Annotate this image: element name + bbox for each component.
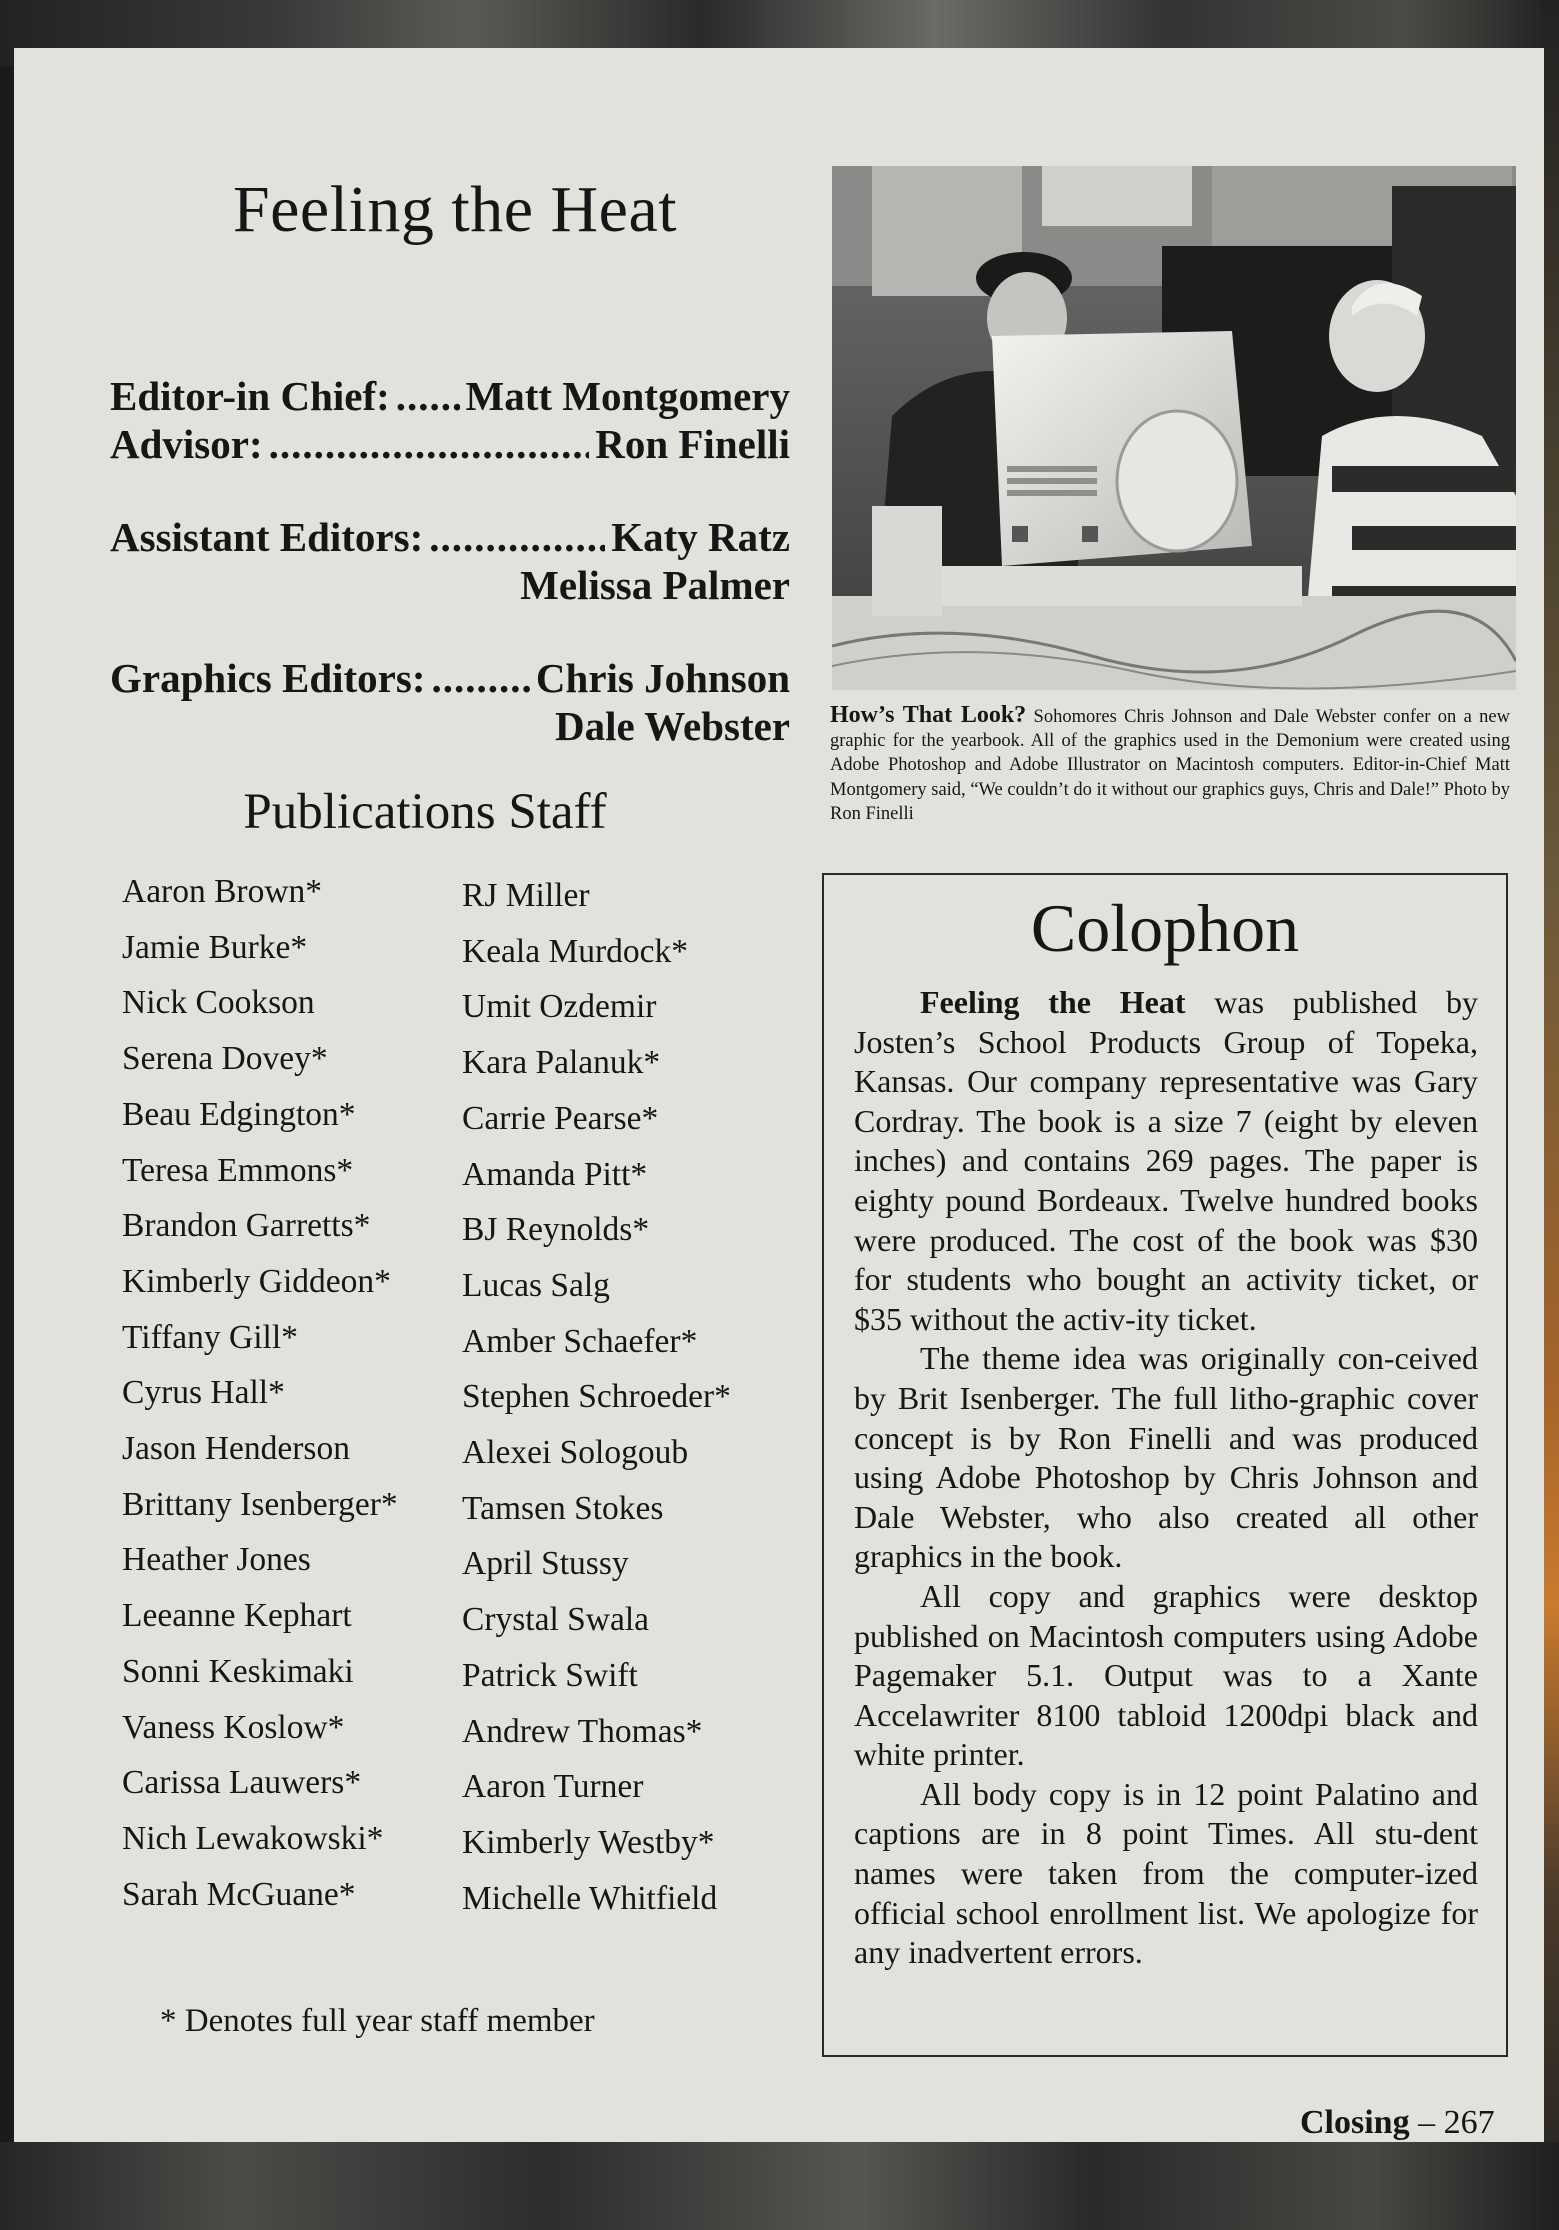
staff-name: Jason Henderson <box>122 1430 350 1468</box>
leader-dots <box>429 513 605 561</box>
photo-illustration <box>832 166 1516 690</box>
caption-lead: How’s That Look? <box>830 702 1027 728</box>
folio-page-number: 267 <box>1443 2104 1495 2141</box>
credit-graphics <box>110 654 790 702</box>
staff-name: Andrew Thomas* <box>462 1712 703 1750</box>
staff-photo <box>832 166 1516 690</box>
staff-name: Alexei Sologoub <box>462 1434 689 1472</box>
staff-name: Stephen Schroeder* <box>462 1378 731 1416</box>
assistant-label: Assistant Editors: <box>110 514 424 560</box>
staff-name: Vaness Koslow* <box>122 1708 345 1746</box>
staff-name: Kimberly Westby* <box>462 1823 715 1861</box>
graphics-name-1: Chris Johnson <box>535 655 790 701</box>
folio-separator: – <box>1409 2104 1444 2141</box>
photo-caption <box>830 703 1510 826</box>
credits-graphics <box>110 654 790 750</box>
staff-name: Beau Edgington* <box>122 1095 356 1133</box>
staff-name: Brandon Garretts* <box>122 1207 371 1245</box>
staff-name: Brittany Isenberger* <box>122 1485 398 1523</box>
staff-name: Michelle Whitfield <box>462 1879 718 1917</box>
staff-name: Teresa Emmons* <box>122 1151 354 1189</box>
staff-name: Nick Cookson <box>122 984 315 1022</box>
staff-name: Sarah McGuane* <box>122 1875 356 1913</box>
staff-column-2 <box>462 868 792 1926</box>
advisor-label: Advisor: <box>110 421 263 467</box>
staff-footnote: * Denotes full year staff member <box>160 2003 595 2039</box>
staff-name: Leeanne Kephart <box>122 1597 352 1635</box>
staff-name: Carrie Pearse* <box>462 1099 659 1137</box>
editor-name: Matt Montgomery <box>465 373 790 419</box>
colophon-paragraph: All body copy is in 12 point Palatino and captions are in 8 point Times. All stu-dent names were taken from the computer-ized official school enrollment list. We apologize for any inadvertent errors. <box>854 1775 1478 1971</box>
staff-name: Tamsen Stokes <box>462 1489 664 1527</box>
staff-name: Patrick Swift <box>462 1656 638 1694</box>
staff-heading: Publications Staff <box>243 784 607 840</box>
staff-name: Cyrus Hall* <box>122 1374 285 1412</box>
colophon-paragraph <box>854 983 1478 1339</box>
colophon-title: Colophon <box>1030 890 1300 966</box>
editor-label: Editor-in Chief: <box>110 373 390 419</box>
leader-dots <box>396 372 460 420</box>
scan-edge-bottom <box>0 2142 1559 2230</box>
staff-name: Amber Schaefer* <box>462 1322 698 1360</box>
caption-text: Sohomores Chris Johnson and Dale Webster confer on a new graphic for the yearbook. All of the graphics used in the Demonium were created using Adobe Photoshop and Adobe Illustrator on Macintosh computers. Editor-in-Chief Matt Montgomery said, “We couldn’t do it without our graphics guys, Chris and Dale!” Photo by Ron Finelli <box>830 707 1510 824</box>
leader-dots <box>432 654 530 702</box>
staff-name: Kimberly Giddeon* <box>122 1262 391 1300</box>
credit-advisor <box>110 420 790 468</box>
staff-name: April Stussy <box>462 1545 629 1583</box>
staff-name: Lucas Salg <box>462 1266 610 1304</box>
staff-name: Amanda Pitt* <box>462 1155 648 1193</box>
staff-name: Tiffany Gill* <box>122 1318 298 1356</box>
colophon-book-title: Feeling the Heat <box>920 984 1186 1020</box>
colophon-box <box>822 873 1508 2057</box>
staff-name: Heather Jones <box>122 1541 311 1579</box>
folio-section: Closing <box>1300 2104 1410 2141</box>
staff-name: Nich Lewakowski* <box>122 1819 384 1857</box>
staff-name: Umit Ozdemir <box>462 988 657 1026</box>
staff-name: Jamie Burke* <box>122 928 308 966</box>
staff-name: Crystal Swala <box>462 1601 650 1639</box>
assistant-name-2: Melissa Palmer <box>520 562 790 608</box>
page-title: Feeling the Heat <box>232 173 678 246</box>
colophon-body <box>854 983 1478 1973</box>
leader-dots <box>269 420 590 468</box>
staff-name: Sonni Keskimaki <box>122 1652 354 1690</box>
staff-name: Carissa Lauwers* <box>122 1764 362 1802</box>
colophon-paragraph: The theme idea was originally con-ceived by Brit Isenberger. The full litho-graphic cover concept is by Ron Finelli and was produced using Adobe Photoshop by Chris Johnson and Dale Webster, who also created all other graphics in the book. <box>854 1340 1478 1575</box>
staff-name: Serena Dovey* <box>122 1040 328 1078</box>
credits-assistant <box>110 513 790 609</box>
staff-name: RJ Miller <box>462 877 590 914</box>
graphics-name-2: Dale Webster <box>555 703 790 749</box>
colophon-paragraph: All copy and graphics were desktop published on Macintosh computers using Adobe Pagemaker 5.1. Output was to a Xante Accelawriter 8100 tabloid 1200dpi black and white printer. <box>854 1577 1478 1773</box>
staff-name: BJ Reynolds* <box>462 1211 650 1249</box>
staff-name: Kara Palanuk* <box>462 1044 661 1082</box>
credit-assistant <box>110 513 790 561</box>
staff-name: Keala Murdock* <box>462 932 689 970</box>
graphics-label: Graphics Editors: <box>110 655 426 701</box>
credit-editor <box>110 372 790 420</box>
staff-name: Aaron Brown* <box>122 873 323 910</box>
assistant-name-1: Katy Ratz <box>611 514 790 560</box>
page-folio <box>1300 2104 1495 2142</box>
staff-column-1 <box>122 864 452 1922</box>
staff-name: Aaron Turner <box>462 1768 644 1806</box>
advisor-name: Ron Finelli <box>595 421 790 467</box>
colophon-text: was published by Josten’s School Products Group of Topeka, Kansas. Our company representative was Gary Cordray. The book is a size 7 (eight by eleven inches) and contains 269 pages. The paper is eighty pound Bordeaux. Twelve hundred books were produced. The cost of the book was $30 for students who bought an activity ticket, or $35 without the activ-ity ticket. <box>854 984 1479 1337</box>
credits-top <box>110 372 790 468</box>
